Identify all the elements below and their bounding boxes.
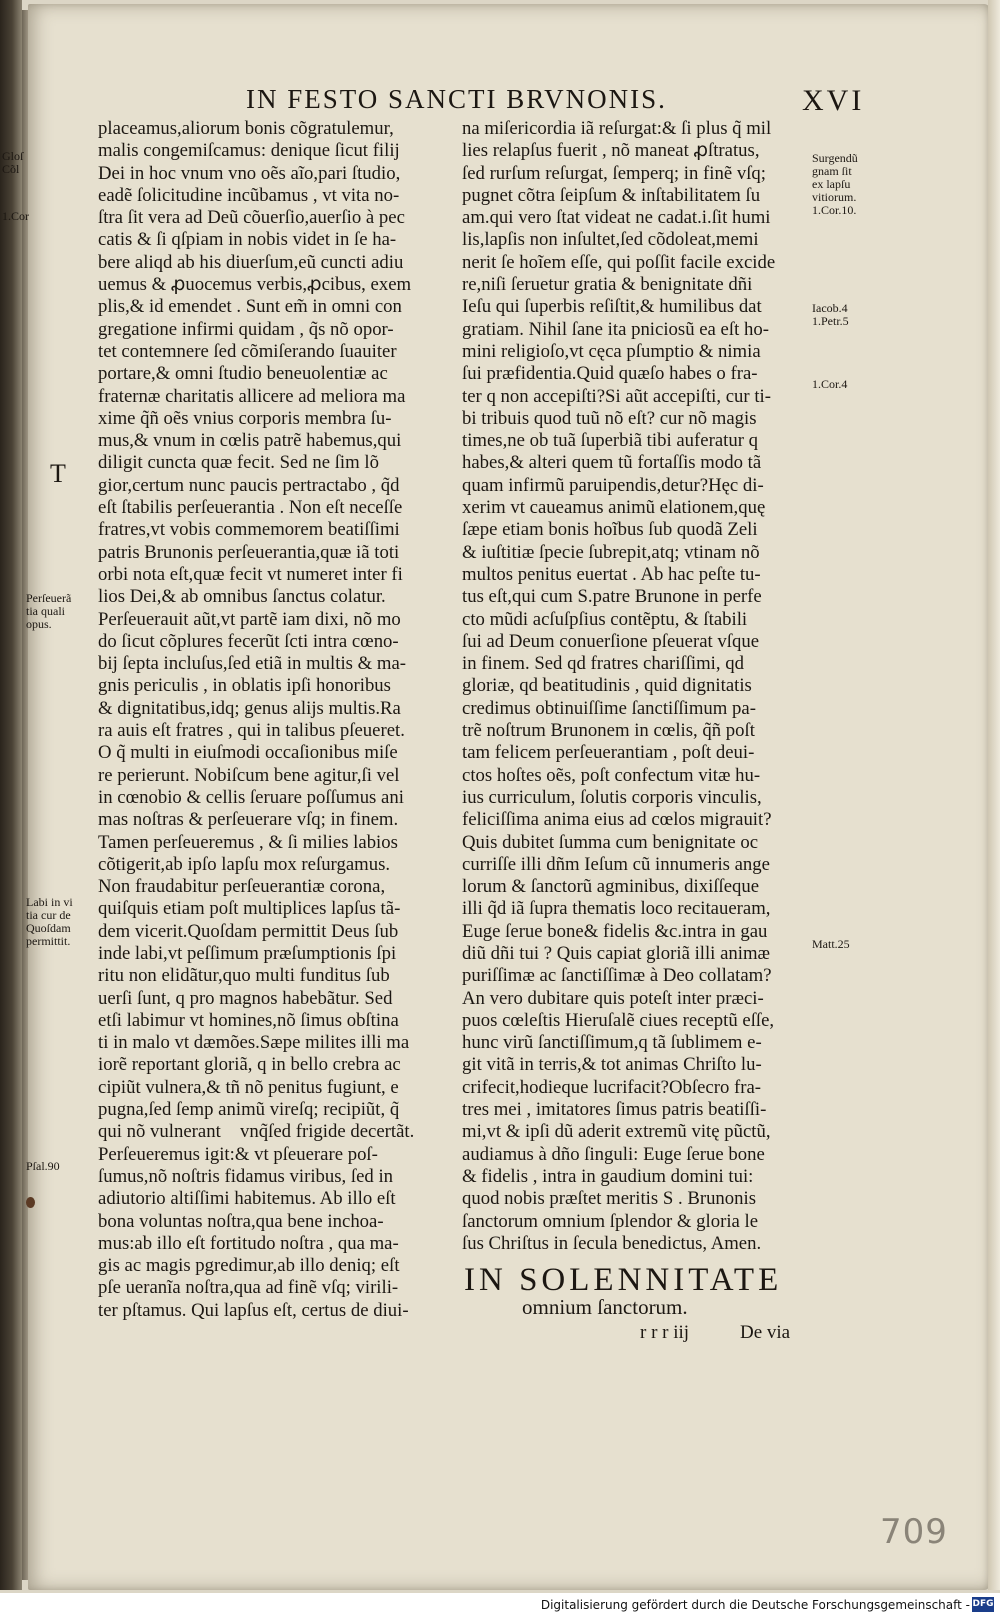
text-line: mi,vt & ipſi dũ aderit extremũ vitę pũctũ, [462,1121,771,1143]
margin-note-cor4 [812,378,847,391]
text-line: malis congemiſcamus: denique ſicut filij [98,140,400,162]
margin-line: ex lapſu [812,177,851,191]
margin-line: opus. [26,617,52,631]
margin-line: 1.Cor.10. [812,203,857,217]
text-line: An vero dubitare quis poteſt inter præci- [462,987,764,1009]
margin-line: Labi in vi [26,895,73,909]
text-line: gregatione infirmi quidam , q̃s nõ opor- [98,318,394,340]
text-line: bere aliqd ab his diuerſum,eũ cuncti adiu [98,251,404,273]
text-line: adiutorio altiſſimi habitemus. Ab illo eſt [98,1188,396,1210]
text-line: in cœnobio & cellis ſeruare poſſumus ani [98,786,404,808]
text-line: ter pſtamus. Qui lapſus eſt, certus de diui- [98,1299,409,1321]
text-line: Non fraudabitur perſeuerantiæ corona, [98,876,386,898]
text-line: in finem. Sed qd fratres chariſſimi, qd [462,653,744,675]
margin-line: Pſal.90 [26,1159,60,1173]
margin-note-iacob [812,302,849,328]
text-line: illi q̃d iã ſupra thematis loco recitaueram, [462,898,771,920]
text-line: Tamen perſeueremus , & ſi milies labios [98,831,398,853]
text-line: nerit ſe hoĩem eſſe, qui poſſit facile excide [462,251,776,273]
text-line: ritu non elidãtur,quo multi funditus ſub [98,965,390,987]
text-line: lis,lapſis non inſultet,ſed cõdoleat,memi [462,229,759,251]
text-line: ctos hoſtes oẽs, poſt confectum vitæ hu- [462,764,761,786]
margin-note-labi [26,896,73,948]
text-line: re perierunt. Nobiſcum bene agitur,ſi vel [98,764,400,786]
page-right-edge [988,0,1000,1590]
text-line: trẽ noſtrum Brunonem in cœlis, q̃ñ poſt [462,720,755,742]
margin-line: 1.Cor.4 [812,377,848,391]
text-line: lies relapſus fuerit , nõ maneat ꝓſtratus, [462,140,760,162]
text-line: uerſi ſunt, q pro magnos habebãtur. Sed [98,987,393,1009]
text-line: Perſeuerauit aũt,vt partẽ iam dixi, nõ mo [98,608,401,630]
text-column-left [98,118,443,1322]
text-line: gis ac magis pgredimur,ab illo deniq; eſt [98,1255,400,1277]
margin-line: tia cur de [26,908,71,922]
margin-line: gnam ſit [812,164,852,178]
text-line: xerim vt caueamus animũ elationem,quę [462,497,766,519]
text-line: bi tribuis quod tuũ nõ eſt? cur nõ magis [462,407,757,429]
folio-number: XVI [802,84,865,117]
catchword: De via [740,1322,791,1343]
text-line: inde labi,vt peſſimum præſumptionis ſpi [98,942,397,964]
text-line: gloriæ, qd beatitudinis , quid dignitatis [462,675,752,697]
text-line: lios Dei,& ab omnibus ſanctus colatur. [98,586,386,608]
margin-line: permittit. [26,934,71,948]
text-line: tres mei , imitatores ſimus patris beatiſſi- [462,1099,767,1121]
text-line: mas noſtras & perſeuerare vſq; in finem. [98,809,399,831]
text-line: puos cœleſtis Hieruſalẽ ciues receptũ eſſe, [462,1009,775,1031]
section-heading-sub: omnium ſanctorum. [522,1295,688,1319]
text-line: catis & ſi qſpiam in nobis videt in ſe ha- [98,229,397,251]
margin-line: 1.Petr.5 [812,314,849,328]
text-line: git vitã in terris,& tot animas Chriſto lu- [462,1054,762,1076]
text-line: tus eſt,qui cum S.patre Brunone in perfe [462,586,762,608]
text-line: eadẽ ſolicitudine incũbamus , vt vita no- [98,184,400,206]
text-line: lorum & ſanctorũ agminibus, dixiſſeque [462,876,760,898]
text-line: ſumus,nõ noſtris fidamus viribus, ſed in [98,1165,394,1187]
text-line: habes,& alteri quem tũ fortaſſis modo tã [462,452,762,474]
margin-note-perseverantia [26,592,71,631]
text-column-right [462,118,807,1255]
text-line: bona voluntas noſtra,qua bene inchoa- [98,1210,384,1232]
text-line: mus:ab illo eſt fortitudo noſtra , qua ma- [98,1232,399,1254]
dfg-logo: DFG [972,1597,994,1612]
running-head-title: IN FESTO SANCTI BRVNONIS. [246,84,667,114]
margin-line: Perſeuerã [26,591,72,605]
text-line: patris Brunonis perſeuerantia,quæ iã toti [98,541,400,563]
text-line: fraternæ charitatis allicere ad meliora ma [98,385,406,407]
text-line: & iuſtitiæ ſpecie ſubrepit,atq; vtinam nõ [462,541,760,563]
margin-line: Cõl [2,162,20,176]
ink-stain [26,1197,35,1208]
text-line: ſui præfidentia.Quid quæſo habes o fra- [462,363,758,385]
text-line: ter q non accepiſti?Si aũt accepiſti, cur ti- [462,385,771,407]
section-heading [464,1262,782,1320]
text-line: & fidelis , intra in gaudium domini tui: [462,1165,754,1187]
margin-line: Iacob.4 [812,301,848,315]
text-line: na miſericordia iã reſurgat:& ſi plus q̃ mil [462,118,772,139]
margin-line: vitiorum. [812,190,857,204]
text-line: do ſicut cõplures fecerũt ſcti intra cœno- [98,630,399,652]
text-line: Ieſu qui ſuperbis reſiſtit,& humilibus dat [462,296,762,318]
text-line: mini religioſo,vt cęca pſumptio & nimia [462,340,761,362]
margin-line: Gloſ [2,149,24,163]
text-line: & dignitatibus,idq; genus alijs multis.Ra [98,697,401,719]
text-line: ti in malo vt dæmões.Sæpe milites illi ma [98,1032,410,1054]
section-heading-main: IN SOLENNITATE [464,1262,783,1298]
text-line: ſtra ſit vera ad Deũ cõuerſio,auerſio à pec [98,207,405,229]
text-line: xime q̃ñ oẽs vnius corporis membra ſu- [98,407,392,429]
text-line: placeamus,aliorum bonis cõgratulemur, [98,118,394,139]
text-line: diũ dñi tui ? Quis capiat gloriã illi animæ [462,942,771,964]
text-line: O q̃ multi in eiuſmodi occaſionibus miſe [98,742,398,764]
text-line: ſus Chriſtus in ſecula benedictus, Amen. [462,1232,762,1254]
signature-mark: r r r iij [640,1322,690,1343]
text-line: ſanctorum omnium ſplendor & gloria le [462,1210,759,1232]
text-line: fratres,vt vobis commemorem beatiſſimi [98,519,400,541]
text-line: pugnet cõtra ſeipſum & inſtabilitatem ſu [462,184,761,206]
text-line: re,niſi ſeruetur gratia & benignitate dñi [462,274,753,296]
text-line: eſt ſtabilis perſeuerantia . Non eſt neceſſe [98,497,403,519]
text-line: gratiam. Nihil ſane ita pniciosũ ea eſt ho- [462,318,769,340]
pencil-page-number: 709 [880,1512,948,1552]
text-line: Dei in hoc vnum vno oẽs aĩo,pari ſtudio, [98,162,401,184]
text-line: multos penitus euertat . Ab hac peſte tu- [462,563,761,585]
text-line: pſe ueranĩa noſtra,qua ad finẽ vſq; virili- [98,1277,399,1299]
text-line: audiamus à dño ſinguli: Euge ſerue bone [462,1143,765,1165]
text-line: bij ſepta incluſus,ſed etiã in multis & ma- [98,653,407,675]
margin-line: Surgendũ [812,151,858,165]
text-line: etſi labimur vt homines,nõ ſimus obſtina [98,1009,399,1031]
text-line: ius curriculum, ſolutis corporis vinculis, [462,786,762,808]
text-line: Quis dubitet ſumma cum benignitate oc [462,831,759,853]
margin-line: 1.Cor [2,209,29,223]
text-line: dem vicerit.Quoſdam permittit Deus ſub [98,920,399,942]
text-line: quiſquis etiam poſt multiplices lapſus tã- [98,898,401,920]
digitization-footer [0,1593,1000,1620]
text-line: am.qui vero ſtat videat ne cadat.i.ſit humi [462,207,771,229]
text-line: crifecit,hodieque lucrifacit?Obſecro fra- [462,1076,762,1098]
text-line: gnis periculis , in oblatis ipſi honoribus [98,675,391,697]
margin-line: Matt.25 [812,937,850,951]
text-line: curriſſe illi dñm Ieſum cũ innumeris ange [462,853,770,875]
text-line: diligit cuncta quæ fecit. Sed ne ſim lõ [98,452,379,474]
text-line: plis,& id emendet . Sunt em̃ in omni con [98,296,402,318]
text-line: ſui ad Deum conuerſione pſeuerat vſque [462,630,760,652]
margin-note-matt [812,938,850,951]
text-line: ſæpe etiam bonis hoĩbus ſub quodã Zeli [462,519,758,541]
text-line: orbi nota eſt,quæ fecit vt numeret inter fi [98,563,403,585]
text-line: cõtigerit,ab ipſo lapſu mox reſurgamus. [98,853,391,875]
text-line: times,ne ob tuã ſuperbiã tibi auferatur q [462,430,759,452]
text-line: credimus obtinuiſſime ſanctiſſimum pa- [462,697,756,719]
text-line: tam felicem perſeuerantiam , poſt deui- [462,742,755,764]
footer-credit-text: Digitalisierung gefördert durch die Deutsche Forschungsgemeinschaft - [540,1598,970,1612]
text-line: cipiũt vulnera,& tñ nõ penitus fugiunt, e [98,1076,399,1098]
text-line: pugna,ſed ſemp animũ vireſq; recipiũt, q̃ [98,1099,400,1121]
text-line: hunc virũ ſanctiſſimum,q tã ſublimem e- [462,1032,762,1054]
margin-line: Quoſdam [26,921,71,935]
margin-note-surgendum [812,152,858,217]
initial-letter: T [50,459,66,488]
text-line: ra auis eſt fratres , qui in talibus pſeueret. [98,720,405,742]
text-line: portare,& omni ſtudio beneuolentiæ ac [98,363,388,385]
text-line: qui nõ vulnerantᷓ vnq̃ſed frigide decertãt. [98,1121,415,1143]
margin-note-top-left [2,150,29,223]
book-binding [0,0,22,1590]
text-line: Euge ſerue bone& fidelis &c.intra in gau [462,920,768,942]
text-line: cto mũdi acſuſpſius contẽptu, & ſtabili [462,608,748,630]
text-line: ſed rurſum reſurgat, ſemperq; in finẽ vſq; [462,162,767,184]
text-line: mus,& vnum in cœlis patrẽ habemus,qui [98,430,402,452]
text-line: feliciſſima anima eius ad cœlos migrauit? [462,809,772,831]
margin-line: tia quali [26,604,65,618]
margin-note-psal [26,1160,60,1173]
text-line: quam infirmũ paruipendis,detur?Hęc di- [462,474,764,496]
text-line: gior,certum nunc paucis pertractabo , q̃d [98,474,400,496]
text-line: Perſeueremus igit:& vt pſeuerare poſ- [98,1143,378,1165]
text-line: uemus & ꝓuocemus verbis,ꝓcibus, exem [98,274,412,296]
text-line: quod nobis præſtet meritis S . Brunonis [462,1188,757,1210]
text-line: tet contemnere ſed cõmiſerando ſuauiter [98,340,397,362]
text-line: puriſſimæ ac ſanctiſſimæ à Deo collatam? [462,965,772,987]
text-line: iorẽ reportant gloriã, q in bello crebra ac [98,1054,401,1076]
